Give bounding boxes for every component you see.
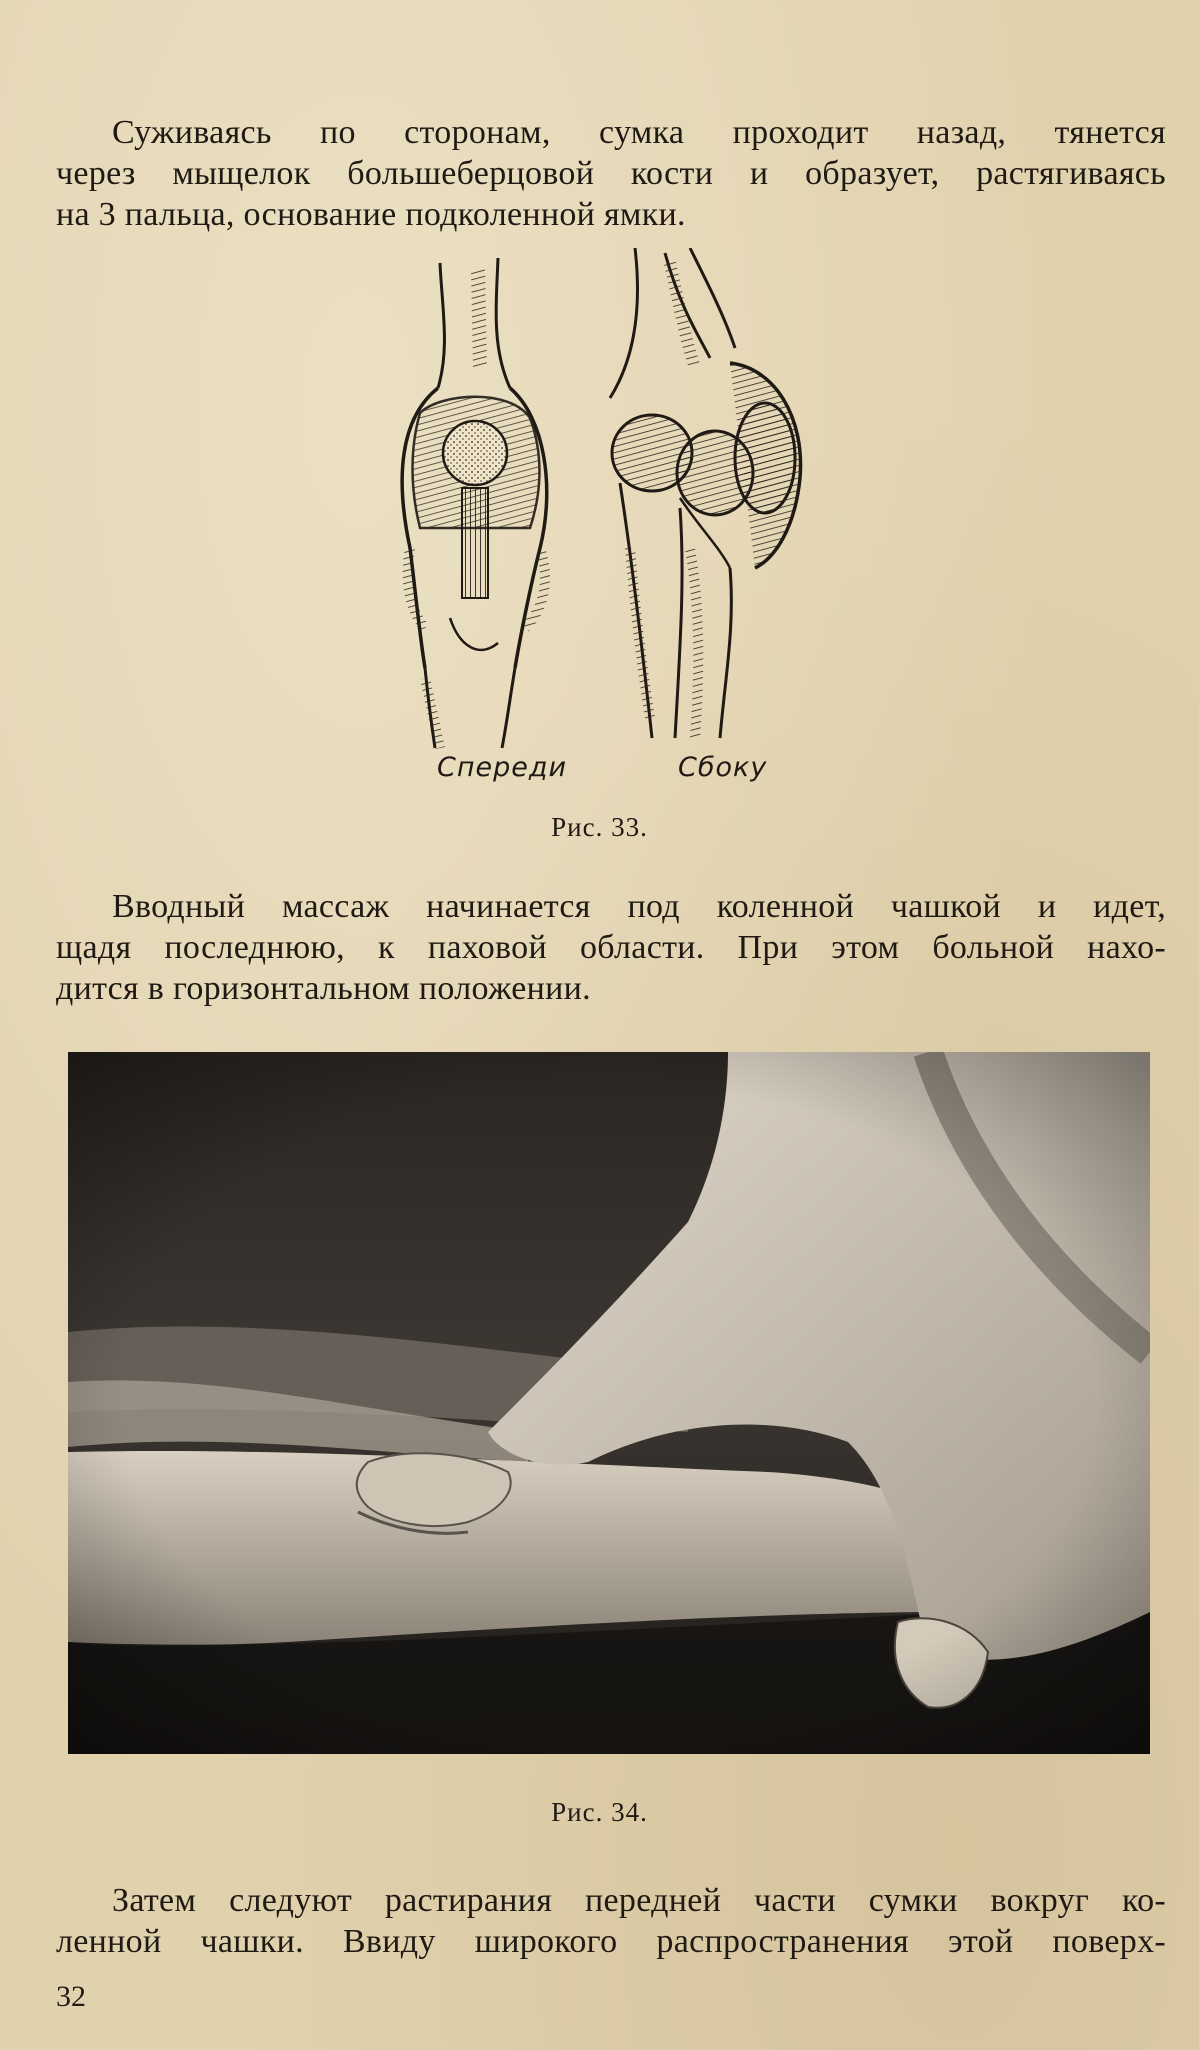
figure-33-label-side: Сбоку [678,752,768,783]
text-line: Суживаясь по сторонам, сумка проходит назад, тянется [112,114,1166,151]
figure-33-label-front: Спереди [437,752,568,783]
figure-34-massage-photo [68,1052,1150,1754]
text-line: через мыщелок большеберцовой кости и образует, растягиваясь [56,155,1166,192]
paragraph-rubbing [56,1880,1166,1962]
figure-33-knee-drawing [380,248,830,753]
text-line: Затем следуют растирания передней части сумки вокруг ко- [112,1882,1166,1919]
text-line: ленной чашки. Ввиду широкого распространения этой поверх- [56,1923,1166,1960]
text-line: на 3 пальца, основание подколенной ямки. [56,196,686,233]
text-line: дится в горизонтальном положении. [56,970,591,1007]
paragraph-massage [56,886,1166,1009]
text-line: щадя последнюю, к паховой области. При этом больной нахо- [56,929,1166,966]
knee-front-view [402,258,547,748]
figure-33-caption: Рис. 33. [551,812,648,842]
figure-34-caption: Рис. 34. [551,1797,648,1827]
knee-side-view [610,248,801,738]
paragraph-intro [56,112,1166,235]
page-number: 32 [56,1980,86,2013]
text-line: Вводный массаж начинается под коленной чашкой и идет, [112,888,1166,925]
